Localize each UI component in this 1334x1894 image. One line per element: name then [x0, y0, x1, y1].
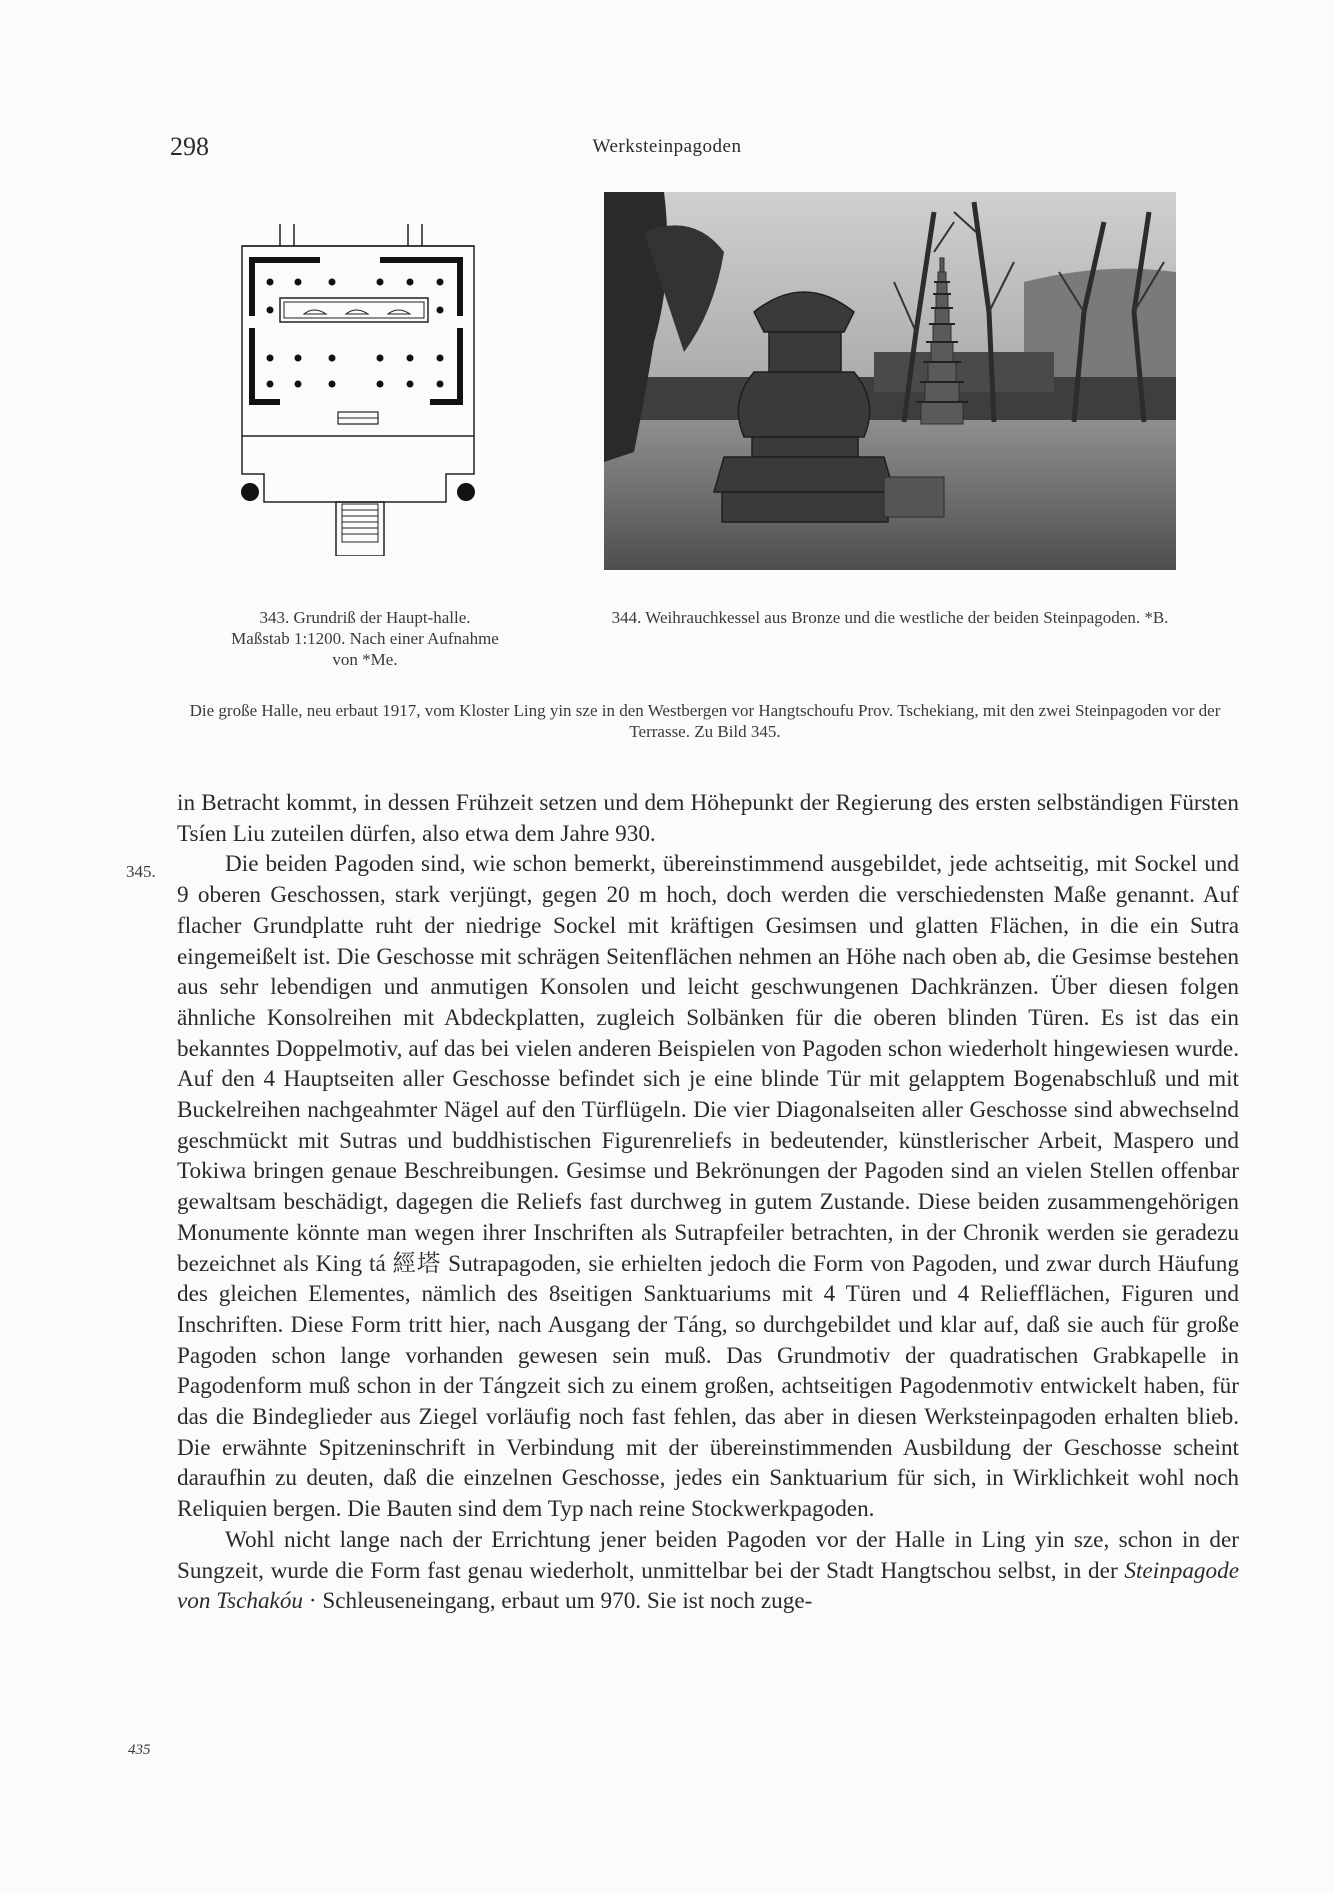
paragraph-3-end: · Schleuseneingang, erbaut um 970. Sie ist noch zuge- — [303, 1588, 813, 1615]
figure-344-caption: 344. Weihrauchkessel aus Bronze und die westliche der beiden Steinpagoden. *B. — [611, 608, 1169, 627]
margin-ref-435: 435 — [128, 1742, 151, 1758]
paragraph-2: Die beiden Pagoden sind, wie schon bemerkt, übereinstimmend ausgebildet, jede achtseitig, mit Sockel und 9 oberen Geschossen, stark verjüngt, gegen 20 m hoch, doch werden die verschiedensten Maße genannt. Auf flacher Grundplatte ruht der niedrige Sockel mit kräftigen Gesimsen und glatten Flächen, in die ein Sutra eingemeißelt ist. Die Geschosse mit schrägen Seitenflächen nehmen an Höhe nach oben ab, die Gesimse bestehen aus sehr lebendigen und anmutigen Konsolen und leicht geschwungenen Dachkränzen. Über diesen folgen ähnliche Konsolreihen mit Abdeckplatten, zugleich Solbänken für die oberen blinden Türen. Es ist das ein bekanntes Doppelmotiv, auf das bei vielen anderen Beispielen von Pagoden schon wiederholt hingewiesen wurde. Auf den 4 Hauptseiten aller Geschosse befindet sich je eine blinde Tür mit gelapptem Bogenabschluß und mit Buckelreihen nachgeahmter Nägel auf den Türflügeln. Die vier Diagonalseiten aller Geschosse sind abwechselnd geschmückt mit Sutras und buddhistischen Figurenreliefs in bedeutender, künstlerischer Arbeit, Maspero und Tokiwa bringen genaue Beschreibungen. Gesimse und Bekrönungen der Pagoden sind an vielen Stellen offenbar gewaltsam beschädigt, dagegen die Reliefs fast durchweg in gutem Zustande. Diese beiden zusammengehörigen Monumente könnte man wegen ihrer Inschriften als Sutrapfeiler betrachten, in der Chronik werden sie geradezu bezeichnet als King tá 經塔 Sutrapagoden, sie erhielten jedoch die Form von Pagoden, und zwar durch Häufung des gleichen Elementes, nämlich des 8seitigen Sanktuariums mit 4 Türen und 4 Reliefflächen, Figuren und Inschriften. Diese Form tritt hier, nach Ausgang der Táng, so durchgebildet und klar auf, daß sie auch für große Pagoden schon lange vorhanden gewesen sein muß. Das Grundmotiv der quadratischen Grabkapelle in Pagodenform muß schon in der Tángzeit sich zu einem großen, achtseitigen Pagodenmotiv entwickelt haben, für das die Bindeglieder aus Ziegel vorläufig noch fast fehlen, das aber in diesen Werksteinpagoden erhalten blieb. Die erwähnte Spitzeninschrift in Verbindung mit der übereinstimmenden Ausbildung der Geschosse scheint daraufhin zu deuten, daß die einzelnen Geschosse, jedes ein Sanktuarium für sich, in Wirklichkeit wohl noch Reliquien bergen. Die Bauten sind dem Typ nach reine Stockwerkpagoden. — [177, 851, 1239, 1523]
incense-burner-pagoda-photo — [604, 192, 1176, 570]
margin-ref-345: 345. — [126, 862, 156, 881]
running-title: Werksteinpagoden — [592, 136, 742, 157]
figure-343-caption: 343. Grundriß der Haupt-halle. Maßstab 1:1200. Nach einer Aufnahme von *Me. — [231, 608, 499, 669]
figure-345-caption: Die große Halle, neu erbaut 1917, vom Kloster Ling yin sze in den Westbergen vor Hangtschoufu Prov. Tschekiang, mit den zwei Steinpagoden vor der Terrasse. Zu Bild 345. — [189, 701, 1221, 741]
pagoda-name-emphasis: Steinpagode von Tschakóu — [177, 1557, 1239, 1615]
page-number: 298 — [170, 132, 209, 161]
floor-plan-drawing — [234, 222, 494, 556]
paragraph-3-start: Wohl nicht lange nach der Errichtung jener beiden Pagoden vor der Halle in Ling yin sze, schon in der Sungzeit, wurde die Form fast genau wiederholt, unmittelbar bei der Stadt Hangtschou selbst, in der — [177, 1526, 1239, 1584]
paragraph-1: in Betracht kommt, in dessen Frühzeit setzen und dem Höhepunkt der Regierung des ersten selbständigen Fürsten Tsíen Liu zuteilen dürfen, also etwa dem Jahre 930. — [177, 790, 1239, 847]
paragraph-3 — [177, 1525, 1239, 1617]
body-text — [177, 788, 1239, 1617]
